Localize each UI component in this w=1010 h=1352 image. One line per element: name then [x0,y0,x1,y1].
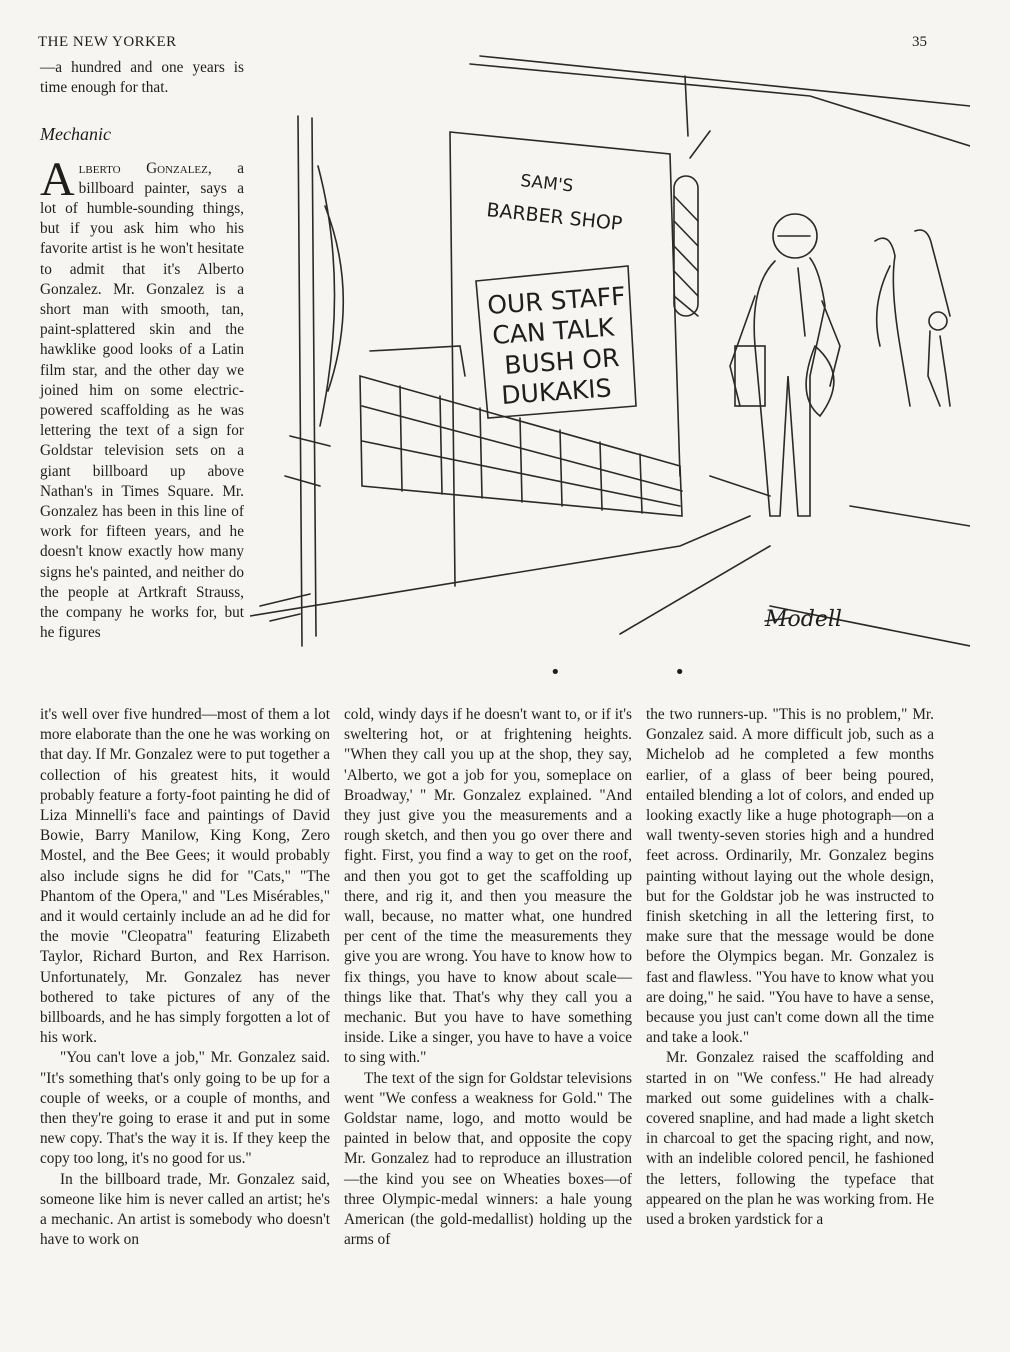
column-2 [344,705,632,1250]
paragraph: In the billboard trade, Mr. Gonzalez said, someone like him is never called an artist; he's a mechanic. An artist is somebody who doesn't have to work on [40,1170,330,1249]
paragraph: it's well over five hundred—most of them a lot more elaborate than the one he was working on that day. If Mr. Gonzalez were to put together a collection of his greatest hits, it would probably feature a forty-foot painting he did of Liza Minnelli's face and paintings of David Bowie, Barry Manilow, King Kong, Zero Mostel, and the Bee Gees; it would probably also include signs he did for "Cats," "The Phantom of the Opera," and "Les Misérables," and it would certainly include an ad he did for the movie "Cleopatra" featuring Elizabeth Taylor, Richard Burton, and Rex Harrison. Unfortunately, Mr. Gonzalez has never bothered to take pictures of any of the billboards, and he has simply forgotten a lot of his work. [40,706,330,1047]
drop-cap: A [40,152,75,206]
paragraph: the two runners-up. "This is no problem," Mr. Gonzalez said. A more difficult job, such as a Michelob ad he completed a few months earlier, of a glass of beer being poured, entailed blending a lot of colors, and ended up looking exactly like a huge photograph—on a wall twenty-seven stories high and a hundred feet across. Ordinarily, Mr. Gonzalez begins painting without laying out the whole design, but for the Goldstar job he was instructed to finish sketching in all the lettering first, to make sure that the message would be done before the Olympics began. Mr. Gonzalez is fast and flawless. "You have to know what you are doing," he said. "You have to have a sense, because you just can't come down all the time and take a look." [646,706,934,1047]
lead-small-caps: lberto Gonzalez, [78,159,212,177]
window-sign-line-3: BUSH OR [503,343,621,380]
column-1-bottom [40,705,330,1250]
column-1-top [40,58,244,643]
newspaper [735,346,765,406]
shop-sign-line-2: BARBER SHOP [485,199,624,236]
barber-shop-cartoon [250,46,970,696]
page-number: 35 [912,34,927,50]
barber-pole [674,176,698,316]
column-3 [646,705,934,1230]
window-sign-line-4: DUKAKIS [500,373,613,410]
article-lead-paragraph [40,152,244,644]
magazine-header: THE NEW YORKER [38,34,177,50]
paragraph: cold, windy days if he doesn't want to, or if it's sweltering hot, or at frightening heights. "When they call you up at the shop, they say, 'Alberto, we got a job for you, someplace on Broadway,' " Mr. Gonzalez explained. "And they just give you the measurements and a rough sketch, and then you go over there and fight. First, you find a way to get on the roof, and then you got to get the scaffolding up there, and rig it, and then you measure the wall, because, no matter what, one hundred per cent of the time the measurements they give you are wrong. You have to know how to fix things, you have to know about scale—things like that. That's why they call you a mechanic. But you have to have something inside. Like a singer, you have to have a voice to sing with." [344,706,632,1067]
storefront-left-edge [298,116,302,646]
paragraph: The text of the sign for Goldstar televisions went "We confess a weakness for Gold." The Goldstar name, logo, and motto would be painted in below that, and opposite the copy Mr. Gonzalez had to reproduce an illustration—the kind you see on Wheaties boxes—of three Olympic-medal winners: a hale young American (the gold-medallist) holding up the arms of [344,1069,632,1249]
section-title: Mechanic [40,124,111,145]
previous-piece-closing: —a hundred and one years is time enough for that. [40,59,244,97]
section-separator: • • [550,662,739,683]
lead-text: a billboard painter, says a lot of humble-sounding things, but if you ask him who his favorite artist is he won't hesitate to admit that it's Alberto Gonzalez. Mr. Gonzalez is a short man with smooth, tan, paint-splattered skin and the hawklike good looks of a Latin film star, and the other day we joined him on some electric-powered scaffolding as he was lettering the text of a sign for Goldstar television sets on a giant billboard up above Nathan's in Times Square. Mr. Gonzalez has been in this line of work for fifteen years, and he doesn't know exactly how many signs he's painted, and neither do the people at Artkraft Strauss, the company he works for, but he figures [40,159,244,642]
cartoon-signature: Modell [765,607,842,632]
paragraph: "You can't love a job," Mr. Gonzalez said. "It's something that's only going to be up for a couple of weeks, or a couple of months, and then they're going to erase it and put in some new copy. That's the way it is. If they keep the copy too long, it's no good for us." [40,1049,330,1168]
window-sign-line-2: CAN TALK [491,312,616,350]
window-sign-line-1: OUR STAFF [486,281,627,320]
paragraph: Mr. Gonzalez raised the scaffolding and started in on "We confess." He had already marked out some guidelines with a chalk-covered snapline, and had made a light sketch in charcoal to get the spacing right, and now, with an indelible colored pencil, he fashioned the letters, following the typeface that appeared on the plan he was working from. He used a broken yardstick for a [646,1049,934,1229]
shop-sign-line-1: SAM'S [519,171,575,197]
